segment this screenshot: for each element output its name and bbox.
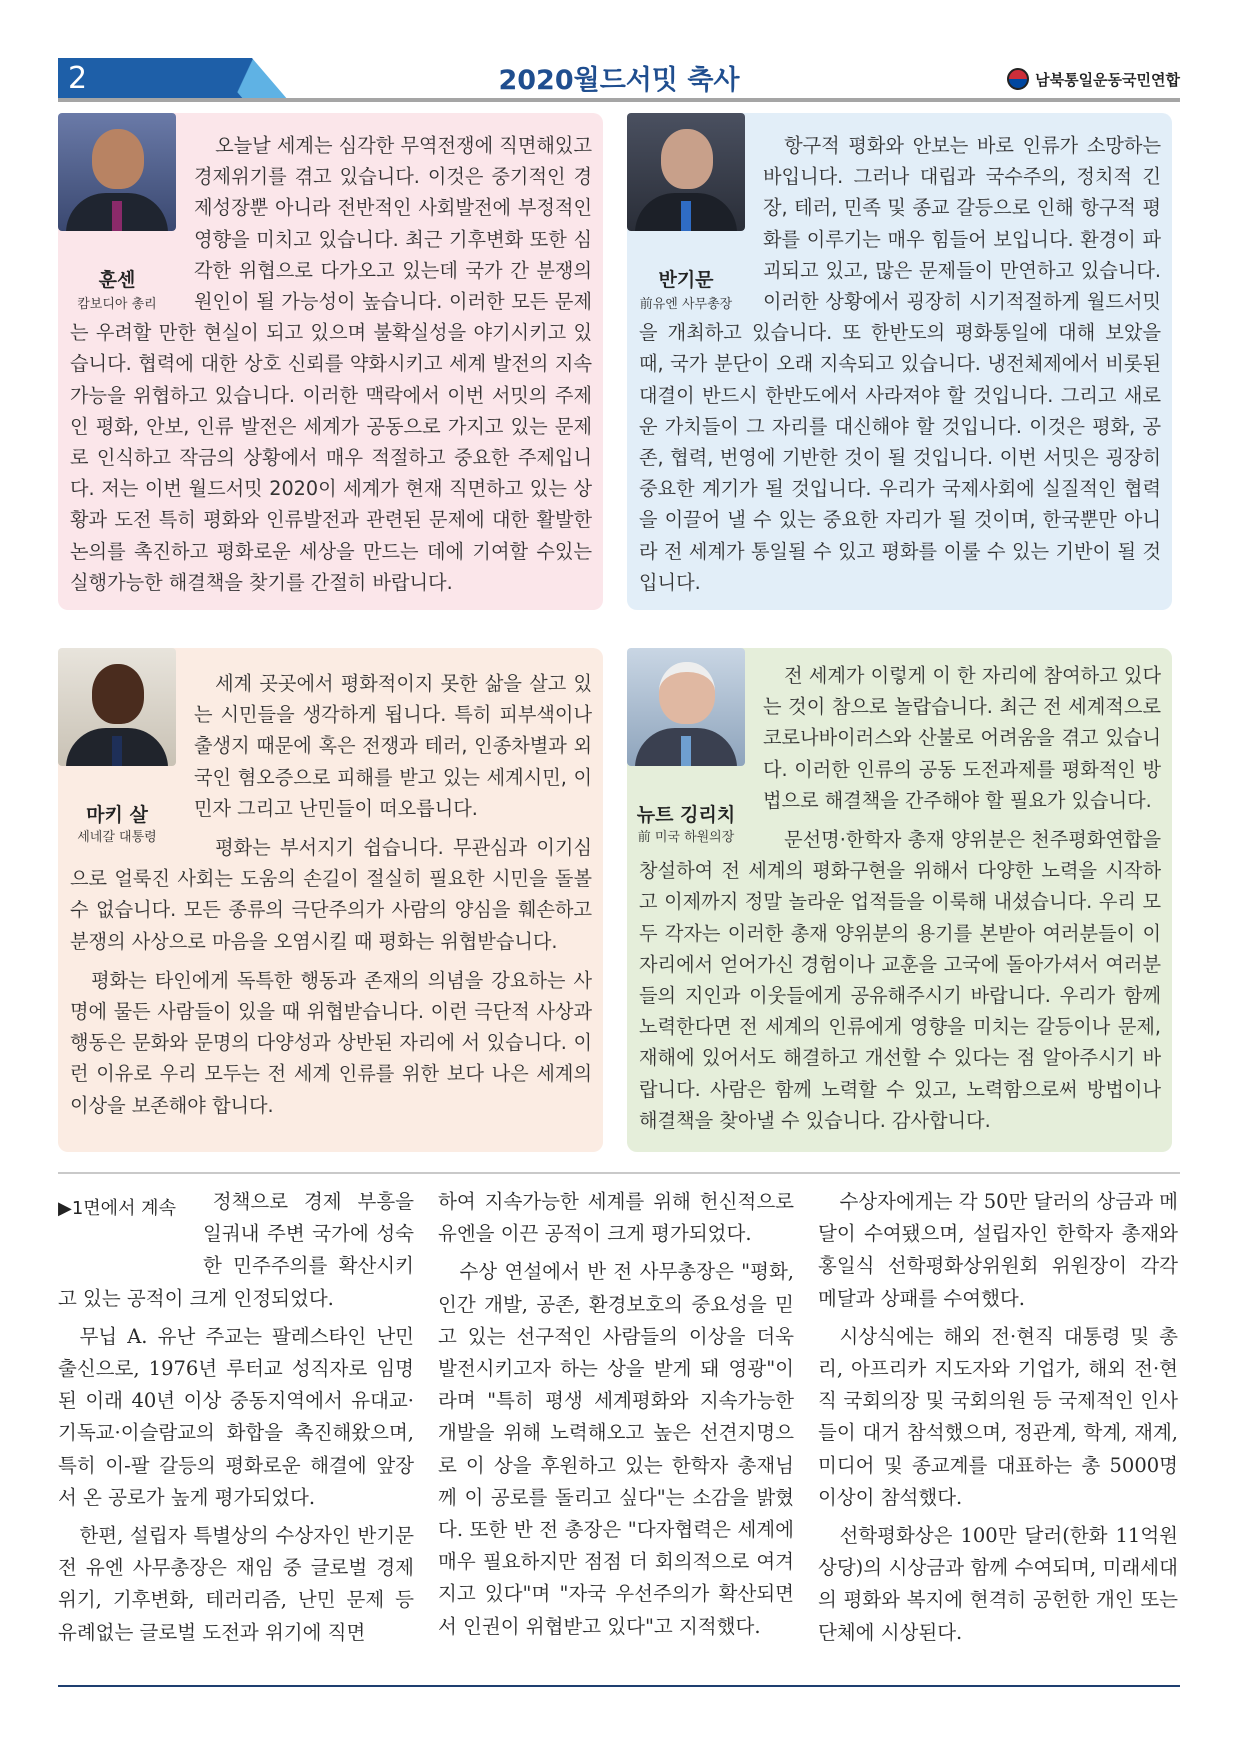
message-text [639,660,1161,1136]
message-text [639,130,1161,598]
message-paragraph: 평화는 부서지기 쉽습니다. 무관심과 이기심으로 얼룩진 사회는 도움의 손길이 절실히 필요한 시민을 돌볼 수 없습니다. 모든 종류의 극단주의가 사람의 양심을 훼손하고 분쟁의 사상으로 마음을 오염시킬 때 평화는 위협받습니다. [70,836,592,953]
speaker-name: 반기문 [658,269,714,291]
page-header [58,54,1180,102]
footer-rule [58,1685,1180,1687]
speaker-title: 前유엔 사무총장 [639,297,733,312]
speaker-title: 세네갈 대통령 [77,830,157,845]
article-column-3 [818,1186,1178,1655]
article-paragraph: 수상 연설에서 반 전 사무총장은 "평화, 인간 개발, 공존, 환경보호의 중요성을 믿고 있는 선구적인 사람들의 이상을 더욱 발전시키고자 하는 상을 받게 돼 영광"이라며 "특히 평생 세계평화와 지속가능한 개발을 위해 노력해오고 높은 선견지명으로 이 상을 후원하고 있는 한학자 총재님께 이 공로를 돌리고 싶다"는 소감을 밝혔다. 또한 반 전 총장은 "다자협력은 세계에 매우 필요하지만 점점 더 회의적으로 여겨지고 있다"며 "자국 우선주의가 확산되면서 인권이 위협받고 있다"고 지적했다. [438,1260,794,1638]
article-paragraph: 수상자에게는 각 50만 달러의 상금과 메달이 수여됐으며, 설립자인 한학자 총재와 홍일식 선학평화상위원회 위원장이 각각 메달과 상패를 수여했다. [818,1190,1178,1310]
page-title: 2020월드서밋 축사 [498,65,740,96]
article-column-1 [58,1186,414,1655]
article-paragraph: 하여 지속가능한 세계를 위해 헌신적으로 유엔을 이끈 공적이 크게 평가되었다. [438,1190,794,1246]
article-column-2 [438,1186,794,1649]
message-paragraph: 평화는 타인에게 독특한 행동과 존재의 의념을 강요하는 사명에 물든 사람들이 있을 때 위협받습니다. 이런 극단적 사상과 행동은 문화와 문명의 다양성과 상반된 자리에 서 있습니다. 이런 이유로 우리 모두는 전 세계 인류를 위한 보다 나은 세계의 이상을 보존해야 합니다. [70,968,592,1117]
message-paragraph: 세계 곳곳에서 평화적이지 못한 삶을 살고 있는 시민들을 생각하게 됩니다. 특히 피부색이나 출생지 때문에 혹은 전쟁과 테러, 인종차별과 외국인 혐오증으로 피해를 받고 있는 세계시민, 이민자 그리고 난민들이 떠오릅니다. [194,672,592,820]
message-text [70,668,592,1121]
page-number: 2 [68,61,88,96]
org-name [1007,68,1180,90]
speaker-title: 캄보디아 총리 [77,297,157,312]
message-body: 항구적 평화와 안보는 바로 인류가 소망하는 바입니다. 그러나 대립과 국수주의, 정치적 긴장, 테러, 민족 및 종교 갈등으로 인해 항구적 평화를 이루기는 매우 힘들어 보입니다. 환경이 파괴되고 있고, 많은 문제들이 만연하고 있습니다. 이러한 상황에서 굉장히 시기적절하게 월드서밋을 개최하고 있습니다. 또 한반도의 평화통일에 대해 보았을 때, 국가 분단이 오래 지속되고 있습니다. 냉전체제에서 비롯된 대결이 반드시 한반도에서 사라져야 할 것입니다. 그리고 새로운 가치들이 그 자리를 대신해야 할 것입니다. 이것은 평화, 공존, 협력, 번영에 기반한 것이 될 것입니다. 이번 서밋은 굉장히 중요한 계기가 될 것입니다. 우리가 국제사회에 실질적인 협력을 이끌어 낼 수 있는 중요한 자리가 될 것이며, 한국뿐만 아니라 전 세계가 통일될 수 있고 평화를 이룰 수 있는 기반이 될 것입니다. [639,134,1161,594]
message-box-newt-gingrich [627,648,1172,1152]
message-body: 오늘날 세계는 심각한 무역전쟁에 직면해있고 경제위기를 겪고 있습니다. 이것은 중기적인 경제성장뿐 아니라 전반적인 사회발전에 부정적인 영향을 미치고 있습니다. 최근 기후변화 또한 심각한 위협으로 다가오고 있는데 국가 간 분쟁의 원인이 될 가능성이 높습니다. 이러한 모든 문제는 우려할 만한 현실이 되고 있으며 불확실성을 야기시키고 있습니다. 협력에 대한 상호 신뢰를 약화시키고 세계 발전의 지속가능을 위협하고 있습니다. 이러한 맥락에서 이번 서밋의 주제인 평화, 안보, 인류 발전은 세계가 공동으로 가지고 있는 문제로 인식하고 작금의 상황에서 매우 적절하고 중요한 주제입니다. 저는 이번 월드서밋 2020이 세계가 현재 직면하고 있는 상황과 도전 특히 평화와 인류발전과 관련된 문제에 대한 활발한 논의를 촉진하고 평화로운 세상을 만드는 데에 기여할 수있는 실행가능한 해결책을 찾기를 간절히 바랍니다. [70,134,592,594]
speaker-name: 마키 살 [86,804,148,826]
taegeuk-logo-icon [1007,68,1029,90]
speaker-name: 뉴트 깅리치 [636,804,736,826]
header-rule [58,98,1180,102]
speaker-title: 前 미국 하원의장 [637,830,735,845]
message-box-ban-ki-moon [627,113,1172,610]
article-paragraph: 선학평화상은 100만 달러(한화 11억원 상당)의 시상금과 함께 수여되며, 미래세대의 평화와 복지에 현격히 공헌한 개인 또는 단체에 시상된다. [818,1524,1178,1644]
speaker-name: 훈센 [98,269,136,291]
section-divider [58,1172,1180,1174]
message-paragraph: 문선명·한학자 총재 양위분은 천주평화연합을 창설하여 전 세계의 평화구현을 위해서 다양한 노력을 시작하고 이제까지 정말 놀라운 업적들을 이룩해 내셨습니다. 우리 모두 각자는 이러한 총재 양위분의 용기를 본받아 여러분들이 이 자리에서 얻어가신 경험이나 교훈을 고국에 돌아가셔서 여러분들의 지인과 이웃들에게 공유해주시기 바랍니다. 우리가 함께 노력한다면 전 세계의 인류에게 영향을 미치는 갈등이나 문제, 재해에 있어서도 해결하고 개선할 수 있다는 점 알아주시기 바랍니다. 사람은 함께 노력할 수 있고, 노력함으로써 방법이나 해결책을 찾아낼 수 있습니다. 감사합니다. [639,828,1161,1132]
message-box-hun-sen [58,113,603,610]
article-paragraph: 한편, 설립자 특별상의 수상자인 반기문 전 유엔 사무총장은 재임 중 글로벌 경제위기, 기후변화, 테러리즘, 난민 문제 등 유례없는 글로벌 도전과 위기에 직면 [58,1524,414,1644]
article-paragraph: 정책으로 경제 부흥을 일궈내 주변 국가에 성숙한 민주주의를 확산시키고 있는 공적이 크게 인정되었다. [58,1190,414,1310]
message-box-macky-sall [58,648,603,1152]
continued-from-page-1: ▶1면에서 계속 [58,1198,176,1219]
message-paragraph: 전 세계가 이렇게 이 한 자리에 참여하고 있다는 것이 참으로 놀랍습니다. 최근 전 세계적으로 코로나바이러스와 산불로 어려움을 겪고 있습니다. 이러한 인류의 공동 도전과제를 평화적인 방법으로 해결책을 간주해야 할 필요가 있습니다. [763,664,1161,812]
org-label: 남북통일운동국민연합 [1035,70,1180,89]
article-paragraph: 무닙 A. 유난 주교는 팔레스타인 난민 출신으로, 1976년 루터교 성직자로 임명된 이래 40년 이상 중동지역에서 유대교·기독교·이슬람교의 화합을 촉진해왔으며, 특히 이-팔 갈등의 평화로운 해결에 앞장서 온 공로가 높게 평가되었다. [58,1324,414,1509]
article-paragraph: 시상식에는 해외 전·현직 대통령 및 총리, 아프리카 지도자와 기업가, 해외 전·현직 국회의장 및 국회의원 등 국제적인 인사들이 대거 참석했으며, 정관계, 학계, 재계, 미디어 및 종교계를 대표하는 총 5000명 이상이 참석했다. [818,1324,1178,1509]
message-text [70,130,592,598]
